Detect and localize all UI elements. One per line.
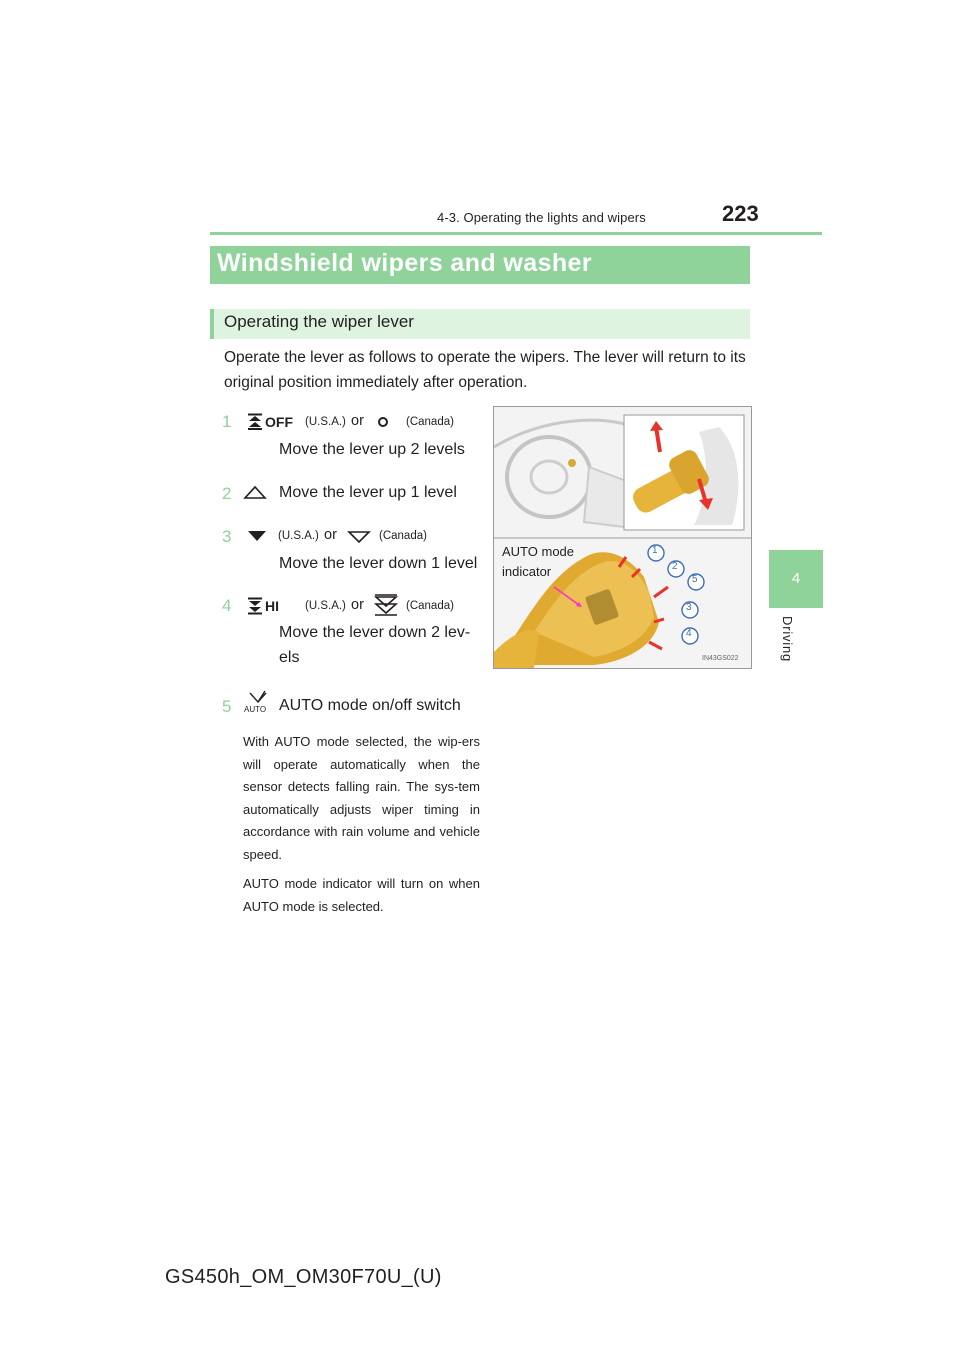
page-title: Windshield wipers and washer	[217, 249, 592, 277]
region-canada: (Canada)	[406, 600, 454, 612]
subheading: Operating the wiper lever	[224, 312, 414, 331]
or-text: or	[324, 527, 337, 543]
wiper-lever-illustration	[494, 407, 751, 668]
intro-text: Operate the lever as follows to operate the wipers. The lever will return to its original position immediately after operation.	[224, 349, 746, 391]
wiper-low-icon	[247, 530, 267, 542]
wiper-high-icon	[247, 597, 263, 615]
figure-code: IN43GS022	[702, 655, 739, 662]
auto-mode-paragraph: With AUTO mode selected, the wip-ers will operate automatically when the sensor detects falling rain. The sys-tem automatically adjusts wiper timing in accordance with rain volume and vehicle speed.	[243, 734, 480, 862]
item-number-5: 5	[222, 697, 232, 716]
or-text: or	[351, 413, 364, 429]
region-usa: (U.S.A.)	[278, 530, 319, 542]
page-number: 223	[722, 201, 759, 226]
figure-callout-1: 1	[652, 545, 658, 556]
figure-callout-4: 4	[686, 628, 692, 639]
figure-callout-3: 3	[686, 602, 692, 613]
subheading-accent	[210, 309, 214, 339]
auto-mode-indicator-label-line2: indicator	[502, 564, 552, 579]
auto-icon-label: AUTO	[244, 705, 267, 714]
auto-mode-indicator-label: AUTO mode	[502, 544, 575, 559]
item-number-1: 1	[222, 412, 232, 431]
item-description-4-cont: els	[279, 649, 300, 666]
wiper-mist-icon	[243, 484, 267, 500]
wiper-canada-low-icon	[347, 530, 371, 544]
off-icon-label: OFF	[265, 414, 293, 430]
chapter-tab-number: 4	[791, 570, 801, 587]
item-number-3: 3	[222, 527, 232, 546]
item-description-3: Move the lever down 1 level	[279, 555, 478, 572]
wiper-canada-off-icon	[376, 415, 390, 429]
wiper-off-icon	[247, 413, 263, 431]
item-description-1: Move the lever up 2 levels	[279, 441, 465, 458]
region-usa: (U.S.A.)	[305, 600, 346, 612]
auto-indicator-paragraph: AUTO mode indicator will turn on when AUTO mode is selected.	[243, 876, 480, 914]
wiper-canada-high-icon	[373, 593, 399, 617]
wiper-lever-figure	[493, 406, 752, 669]
region-canada: (Canada)	[406, 416, 454, 428]
item-number-4: 4	[222, 596, 232, 615]
region-canada: (Canada)	[379, 530, 427, 542]
or-text: or	[351, 597, 364, 613]
item-description-5: AUTO mode on/off switch	[279, 697, 461, 714]
page-footer: GS450h_OM_OM30F70U_(U)	[165, 1266, 442, 1288]
wiper-auto-icon	[248, 690, 268, 704]
item-number-2: 2	[222, 484, 232, 503]
running-header-section: 4-3. Operating the lights and wipers	[437, 210, 646, 225]
item-description-4: Move the lever down 2 lev-	[279, 624, 471, 641]
hi-icon-label: HI	[265, 598, 279, 614]
region-usa: (U.S.A.)	[305, 416, 346, 428]
item-description-2: Move the lever up 1 level	[279, 484, 457, 501]
figure-callout-2: 2	[672, 561, 678, 572]
figure-callout-5: 5	[692, 574, 698, 585]
chapter-tab-label: Driving	[780, 616, 795, 663]
header-rule	[210, 232, 822, 235]
